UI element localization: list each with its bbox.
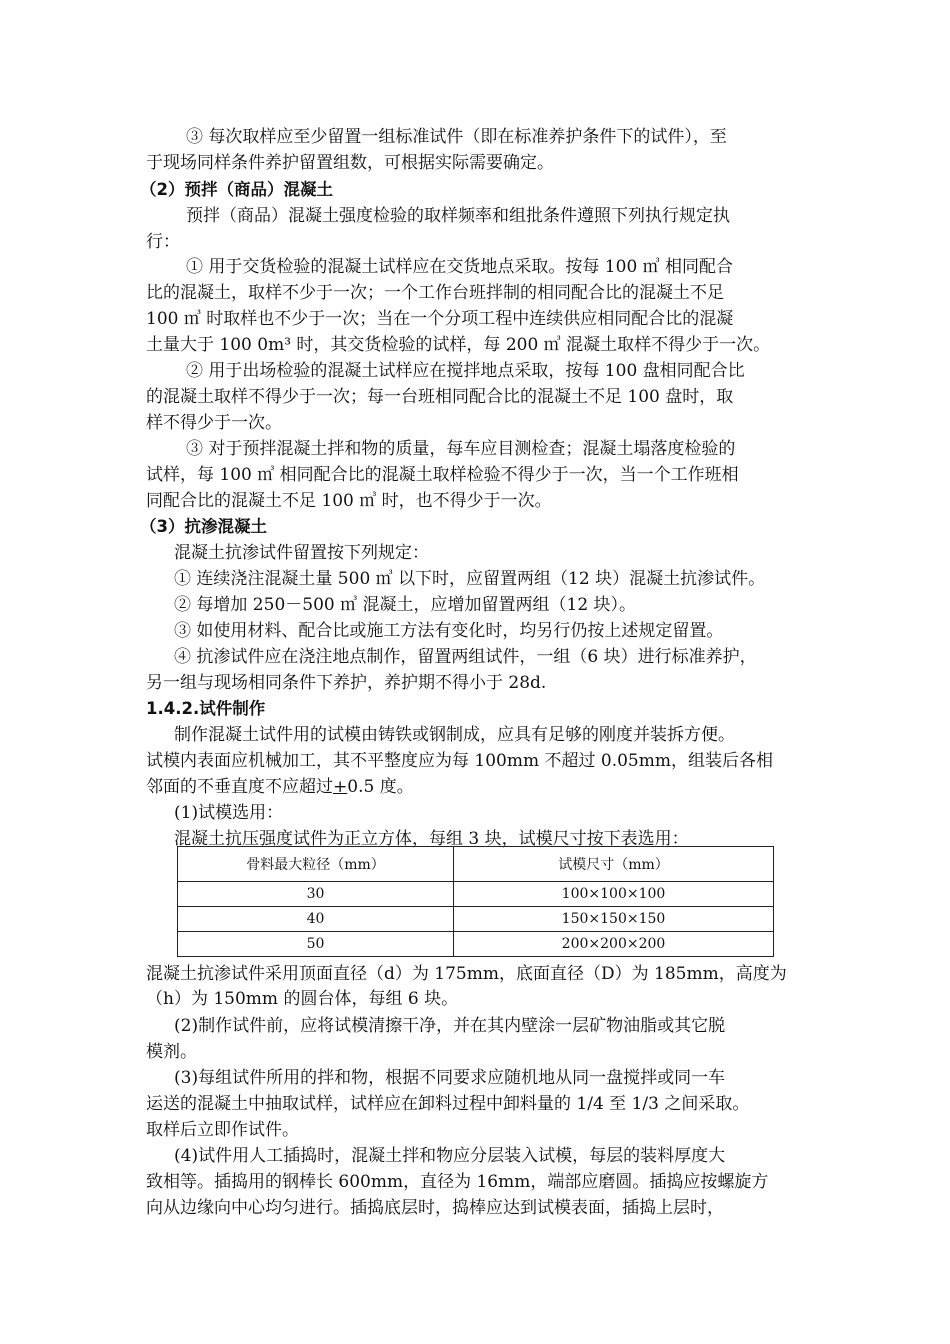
paragraph-line — [146, 776, 414, 798]
paragraph-line: 行： — [146, 232, 180, 252]
section-heading-specimen-making: 1.4.2.试件制作 — [146, 699, 266, 718]
table-header-cell: 试模尺寸（mm） — [454, 847, 774, 882]
paragraph-line: 另一组与现场相同条件下养护，养护期不得小于 28d. — [146, 673, 547, 693]
paragraph-line: 运送的混凝土中抽取试样，试样应在卸料过程中卸料量的 1/4 至 1/3 之间采取。 — [146, 1094, 750, 1114]
table-cell: 100×100×100 — [454, 882, 774, 907]
paragraph-line: 模剂。 — [146, 1042, 197, 1062]
paragraph-line: 混凝土抗渗试件采用顶面直径（d）为 175mm，底面直径（D）为 185mm，高度为 — [146, 964, 787, 984]
paragraph-line: ④ 抗渗试件应在浇注地点制作，留置两组试件，一组（6 块）进行标准养护， — [174, 647, 757, 667]
table-header-cell: 骨料最大粒径（mm） — [178, 847, 454, 882]
paragraph-line: ③ 如使用材料、配合比或施工方法有变化时，均另行仍按上述规定留置。 — [174, 621, 724, 641]
table-cell: 40 — [178, 907, 454, 932]
table-header-row — [178, 847, 774, 882]
paragraph-line: 比的混凝土，取样不少于一次；一个工作台班拌制的相同配合比的混凝土不足 — [146, 283, 724, 303]
paragraph-line: 混凝土抗渗试件留置按下列规定： — [174, 543, 429, 563]
table-row — [178, 882, 774, 907]
paragraph-line: 制作混凝土试件用的试模由铸铁或钢制成，应具有足够的刚度并装拆方便。 — [174, 725, 735, 745]
paragraph-line: 取样后立即作试件。 — [146, 1120, 299, 1140]
section-heading-impermeable: （3）抗渗混凝土 — [140, 517, 267, 536]
section-heading-premixed: （2）预拌（商品）混凝土 — [140, 180, 333, 199]
paragraph-line: ② 用于出场检验的混凝土试样应在搅拌地点采取，按每 100 盘相同配合比 — [186, 361, 745, 381]
paragraph-line: 试样，每 100 ㎥ 相同配合比的混凝土取样检验不得少于一次，当一个工作班相 — [146, 465, 739, 485]
paragraph-line: 100 ㎥ 时取样也不少于一次；当在一个分项工程中连续供应相同配合比的混凝 — [146, 309, 734, 329]
table-cell: 200×200×200 — [454, 932, 774, 957]
paragraph-line: (4)试件用人工插捣时，混凝土拌和物应分层装入试模，每层的装料厚度大 — [174, 1146, 726, 1166]
paragraph-line: ① 连续浇注混凝土量 500 ㎥ 以下时，应留置两组（12 块）混凝土抗渗试件。 — [174, 569, 766, 589]
table-cell: 30 — [178, 882, 454, 907]
mold-size-table — [177, 846, 774, 957]
text-span: 0.5 度。 — [347, 777, 414, 797]
paragraph-line: 致相等。插捣用的钢棒长 600mm，直径为 16mm，端部应磨圆。插捣应按螺旋方 — [146, 1172, 769, 1192]
table-cell: 150×150×150 — [454, 907, 774, 932]
paragraph-line: ③ 对于预拌混凝土拌和物的质量，每车应目测检查；混凝土塌落度检验的 — [186, 439, 736, 459]
paragraph-line: (3)每组试件所用的拌和物，根据不同要求应随机地从同一盘搅拌或同一车 — [174, 1068, 726, 1088]
table-cell: 50 — [178, 932, 454, 957]
paragraph-line: 土量大于 100 0m³ 时，其交货检验的试样，每 200 ㎥ 混凝土取样不得少于一次。 — [146, 335, 771, 355]
paragraph-line: 混凝土抗压强度试件为正立方体，每组 3 块，试模尺寸按下表选用： — [174, 829, 689, 849]
text-span: 邻面的不垂直度不应超过 — [146, 777, 333, 797]
paragraph-line: 预拌（商品）混凝土强度检验的取样频率和组批条件遵照下列执行规定执 — [186, 206, 730, 226]
table-row — [178, 932, 774, 957]
paragraph-line: ② 每增加 250－500 ㎥ 混凝土，应增加留置两组（12 块）。 — [174, 595, 637, 615]
table-row — [178, 907, 774, 932]
paragraph-line: 样不得少于一次。 — [146, 413, 282, 433]
paragraph-line: 同配合比的混凝土不足 100 ㎥ 时，也不得少于一次。 — [146, 491, 552, 511]
plus-minus-sign: + — [333, 777, 348, 797]
paragraph-line: （h）为 150mm 的圆台体，每组 6 块。 — [146, 989, 459, 1009]
paragraph-line: 于现场同样条件养护留置组数，可根据实际需要确定。 — [146, 153, 554, 173]
paragraph-line: ③ 每次取样应至少留置一组标准试件（即在标准养护条件下的试件），至 — [186, 127, 727, 147]
paragraph-line: ① 用于交货检验的混凝土试样应在交货地点采取。按每 100 ㎥ 相同配合 — [186, 257, 734, 277]
paragraph-line: 的混凝土取样不得少于一次；每一台班相同配合比的混凝土不足 100 盘时，取 — [146, 387, 734, 407]
paragraph-line: (2)制作试件前，应将试模清擦干净，并在其内壁涂一层矿物油脂或其它脱 — [174, 1016, 726, 1036]
paragraph-line: 试模内表面应机械加工，其不平整度应为每 100mm 不超过 0.05mm，组装后各相 — [146, 751, 773, 771]
paragraph-line: (1)试模选用： — [174, 803, 284, 823]
paragraph-line: 向从边缘向中心均匀进行。插捣底层时，捣棒应达到试模表面，插捣上层时， — [146, 1198, 724, 1218]
